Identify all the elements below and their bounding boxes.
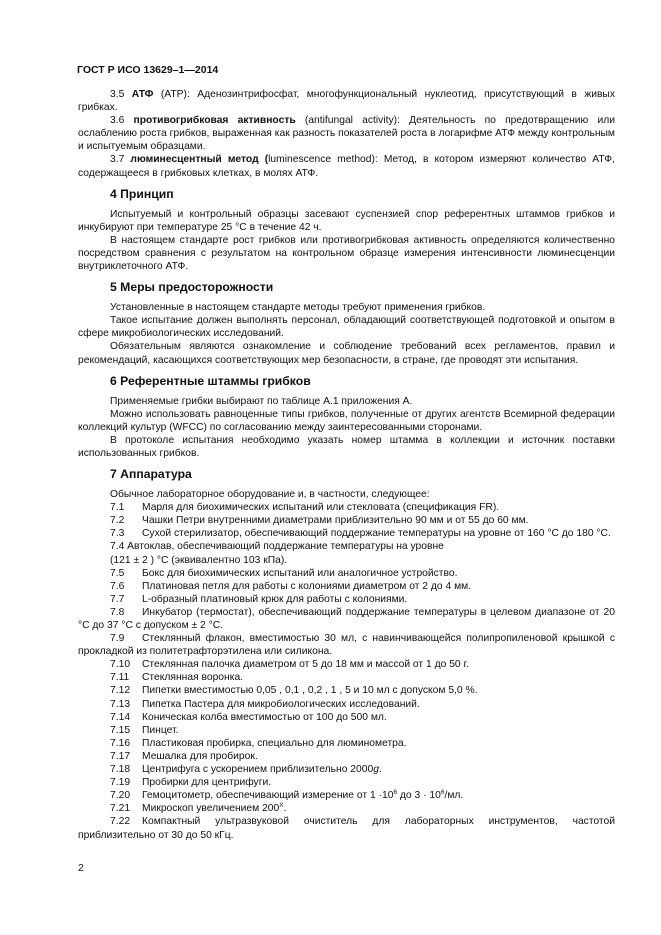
definition-3-6: 3.6 противогрибковая активность (antifungal activity): Деятельность по предотвращению или ослаблению роста грибков, выраженная как разность показателей роста в логарифме АТФ между контрольным и испытуемым образцами. (78, 115, 615, 153)
definition-3-5: 3.5 АТФ (ATP): Аденозинтрифосфат, многофункциональный нуклеотид, присутствующий в живых грибках. (78, 89, 615, 114)
paragraph: В настоящем стандарте рост грибков или противогрибковая активность определяются количественно посредством сравнения с результатом на контрольном образце измерения интенсивности люминесценции внутриклеточного АТФ. (78, 234, 615, 273)
section-4-title: 4 Принцип (110, 186, 174, 201)
paragraph: В протоколе испытания необходимо указать номер штамма в коллекции и источник поставки использованных грибков. (78, 434, 615, 459)
definition-3-7: 3.7 люминесцентный метод (luminescence method): Метод, в котором измеряют количество АТФ, содержащееся в грибковых клетках, в молях АТФ. (78, 154, 615, 179)
list-item: 7.1 Марля для биохимических испытаний или стекловата (спецификация FR). (110, 502, 500, 514)
paragraph: Установленные в настоящем стандарте методы требуют применения грибков. (110, 302, 486, 314)
list-item-continuation: (121 ± 2 ) °С (эквивалентно 103 кПа). (110, 554, 288, 566)
page-number: 2 (78, 862, 84, 874)
list-item: 7.5 Бокс для биохимических испытаний или аналогичное устройство. (110, 567, 458, 579)
list-item: 7.16 Пластиковая пробирка, специально для люминометра. (110, 737, 407, 749)
list-item: 7.12 Пипетки вместимостью 0,05 , 0,1 , 0,2 , 1 , 5 и 10 мл с допуском 5,0 %. (110, 685, 478, 697)
list-item: 7.14 Коническая колба вместимостью от 100 до 500 мл. (110, 711, 387, 723)
list-item: 7.9 Стеклянный флакон, вместимостью 30 мл, с навинчивающейся полипропиленовой крышкой с прокладкой из политетрафторэтилена или силикона. (78, 633, 615, 658)
paragraph: Применяемые грибки выбирают по таблице А.1 приложения А. (110, 395, 413, 407)
list-item: 7.20 Гемоцитометр, обеспечивающий измерение от $1 \cdot 10^6$ до $3 \cdot 10^6/мл$. (110, 789, 464, 802)
paragraph: Обязательным являются ознакомление и соблюдение требований всех регламентов, правил и рекомендаций, касающихся соответствующих мер безопасности, в стране, где проводят эти испытания. (78, 341, 615, 366)
list-item: 7.18 Центрифуга с ускорением приблизительно 2000g. (110, 764, 382, 776)
list-item: 7.10 Стеклянная палочка диаметром от 5 до 18 мм и массой от 1 до 50 г. (110, 659, 469, 671)
section-6-title: 6 Референтные штаммы грибков (110, 373, 311, 388)
document-body (78, 88, 615, 842)
list-item: 7.11 Стеклянная воронка. (110, 672, 244, 684)
list-item: 7.7 L-образный платиновый крюк для работы с колониями. (110, 593, 408, 605)
section-7-title: 7 Аппаратура (110, 467, 192, 482)
list-item: 7.2 Чашки Петри внутренними диаметрами приблизительно 90 мм и от 55 до 60 мм. (110, 515, 529, 527)
paragraph: Испытуемый и контрольный образцы засевают суспензией спор референтных штаммов грибков и инкубируют при температуре 25 °С в течение 42 ч. (78, 208, 615, 233)
list-item: 7.8 Инкубатор (термостат), обеспечивающий поддержание температуры в целевом диапазоне от 20 °С до 37 °С с допуском ± 2 °С. (78, 606, 615, 631)
list-item: 7.6 Платиновая петля для работы с колониями диаметром от 2 до 4 мм. (110, 580, 472, 592)
list-item: 7.19 Пробирки для центрифуги. (110, 777, 272, 789)
list-item: 7.13 Пипетка Пастера для микробиологических исследований. (110, 698, 420, 710)
paragraph: Можно использовать равноценные типы грибков, полученные от других агентств Всемирной федерации коллекций культур (WFCC) по согласованию между заинтересованными сторонами. (78, 408, 615, 433)
paragraph: Такое испытание должен выполнять персонал, обладающий соответствующей подготовкой и опытом в сфере микробиологических исследований. (78, 315, 615, 340)
document-header: ГОСТ Р ИСО 13629–1—2014 (77, 64, 219, 76)
list-item: 7.21 Микроскоп увеличением $200^X$. (110, 802, 287, 815)
list-item: 7.3 Сухой стерилизатор, обеспечивающий поддержание температуры на уровне от 160 °С до 180 °С. (110, 528, 611, 540)
list-item: 7.17 Мешалка для пробирок. (110, 750, 258, 762)
list-item: 7.22 Компактный ультразвуковой очиститель для лабораторных инструментов, частотой приблизительно от 30 до 50 кГц. (78, 816, 615, 841)
list-item: 7.15 Пинцет. (110, 724, 179, 736)
list-item: 7.4 Автоклав, обеспечивающий поддержание температуры на уровне (110, 541, 444, 553)
section-5-title: 5 Меры предосторожности (110, 280, 274, 295)
paragraph: Обычное лабораторное оборудование и, в частности, следующее: (110, 489, 430, 501)
